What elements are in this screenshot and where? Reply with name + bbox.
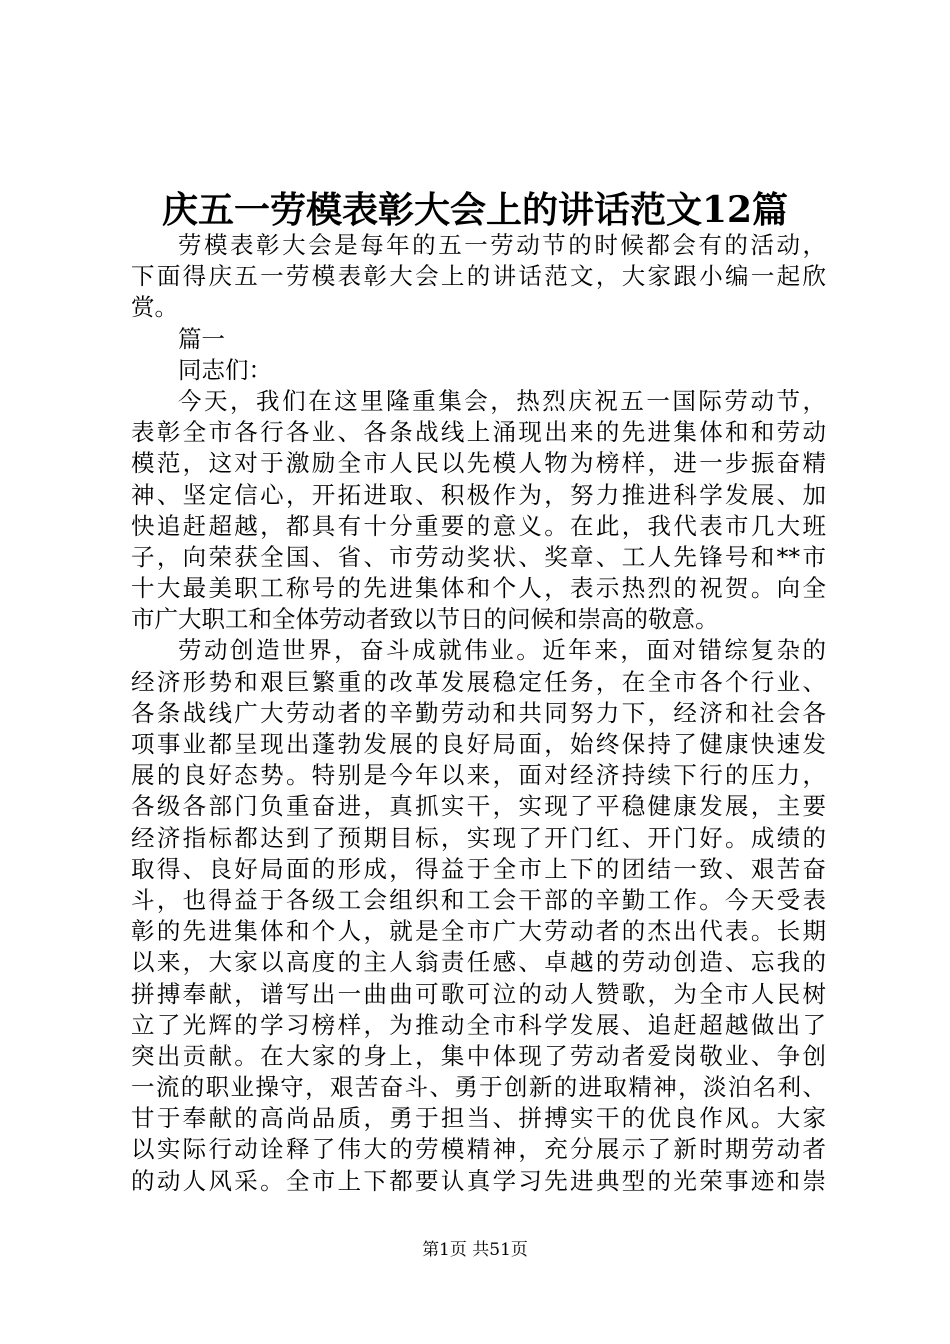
text-line: 经济指标都达到了预期目标，实现了开门红、开门好。成绩的 — [131, 823, 826, 852]
text-line: 市广大职工和全体劳动者致以节日的问候和崇高的敬意。 — [131, 605, 719, 634]
text-line: 快追赶超越，都具有十分重要的意义。在此，我代表市几大班 — [131, 511, 826, 540]
text-line: 表彰全市各行各业、各条战线上涌现出来的先进集体和和劳动 — [131, 418, 826, 447]
text-line: 十大最美职工称号的先进集体和个人，表示热烈的祝贺。向全 — [131, 574, 826, 603]
text-line: 立了光辉的学习榜样，为推动全市科学发展、追赶超越做出了 — [131, 1010, 826, 1039]
text-line: 各级各部门负重奋进，真抓实干，实现了平稳健康发展，主要 — [131, 792, 826, 821]
text-line: 赏。 — [131, 293, 178, 322]
page-footer: 第1页 共51页 — [422, 1240, 528, 1260]
section-heading: 篇一 — [178, 324, 225, 353]
text-line: 下面得庆五一劳模表彰大会上的讲话范文，大家跟小编一起欣 — [131, 262, 826, 291]
text-line: 斗，也得益于各级工会组织和工会干部的辛勤工作。今天受表 — [131, 885, 826, 914]
text-line: 拼搏奉献，谱写出一曲曲可歌可泣的动人赞歌，为全市人民树 — [131, 979, 826, 1008]
text-line: 彰的先进集体和个人，就是全市广大劳动者的杰出代表。长期 — [131, 917, 826, 946]
text-line: 各条战线广大劳动者的辛勤劳动和共同努力下，经济和社会各 — [131, 698, 826, 727]
text-line: 突出贡献。在大家的身上，集中体现了劳动者爱岗敬业、争创 — [131, 1041, 826, 1070]
text-line: 以实际行动诠释了伟大的劳模精神，充分展示了新时期劳动者 — [131, 1135, 826, 1164]
document-title: 庆五一劳模表彰大会上的讲话范文12篇 — [161, 189, 789, 231]
text-line: 展的良好态势。特别是今年以来，面对经济持续下行的压力， — [131, 761, 826, 790]
text-line: 的动人风采。全市上下都要认真学习先进典型的光荣事迹和崇 — [131, 1166, 826, 1195]
text-line: 神、坚定信心，开拓进取、积极作为，努力推进科学发展、加 — [131, 480, 826, 509]
text-line: 子，向荣获全国、省、市劳动奖状、奖章、工人先锋号和**市 — [131, 542, 826, 571]
text-line: 劳模表彰大会是每年的五一劳动节的时候都会有的活动， — [178, 231, 826, 259]
document-body — [131, 230, 826, 1197]
text-line: 劳动创造世界，奋斗成就伟业。近年来，面对错综复杂的 — [178, 636, 826, 665]
text-line: 取得、良好局面的形成，得益于全市上下的团结一致、艰苦奋 — [131, 854, 826, 883]
text-line: 模范，这对于激励全市人民以先模人物为榜样，进一步振奋精 — [131, 449, 826, 478]
salutation: 同志们： — [178, 355, 272, 384]
text-line: 今天，我们在这里隆重集会，热烈庆祝五一国际劳动节， — [178, 386, 826, 415]
text-line: 以来，大家以高度的主人翁责任感、卓越的劳动创造、忘我的 — [131, 948, 826, 977]
text-line: 项事业都呈现出蓬勃发展的良好局面，始终保持了健康快速发 — [131, 730, 826, 758]
text-line: 经济形势和艰巨繁重的改革发展稳定任务，在全市各个行业、 — [131, 667, 826, 696]
text-line: 一流的职业操守，艰苦奋斗、勇于创新的进取精神，淡泊名利、 — [131, 1073, 826, 1102]
text-line: 甘于奉献的高尚品质，勇于担当、拼搏实干的优良作风。大家 — [131, 1104, 826, 1133]
